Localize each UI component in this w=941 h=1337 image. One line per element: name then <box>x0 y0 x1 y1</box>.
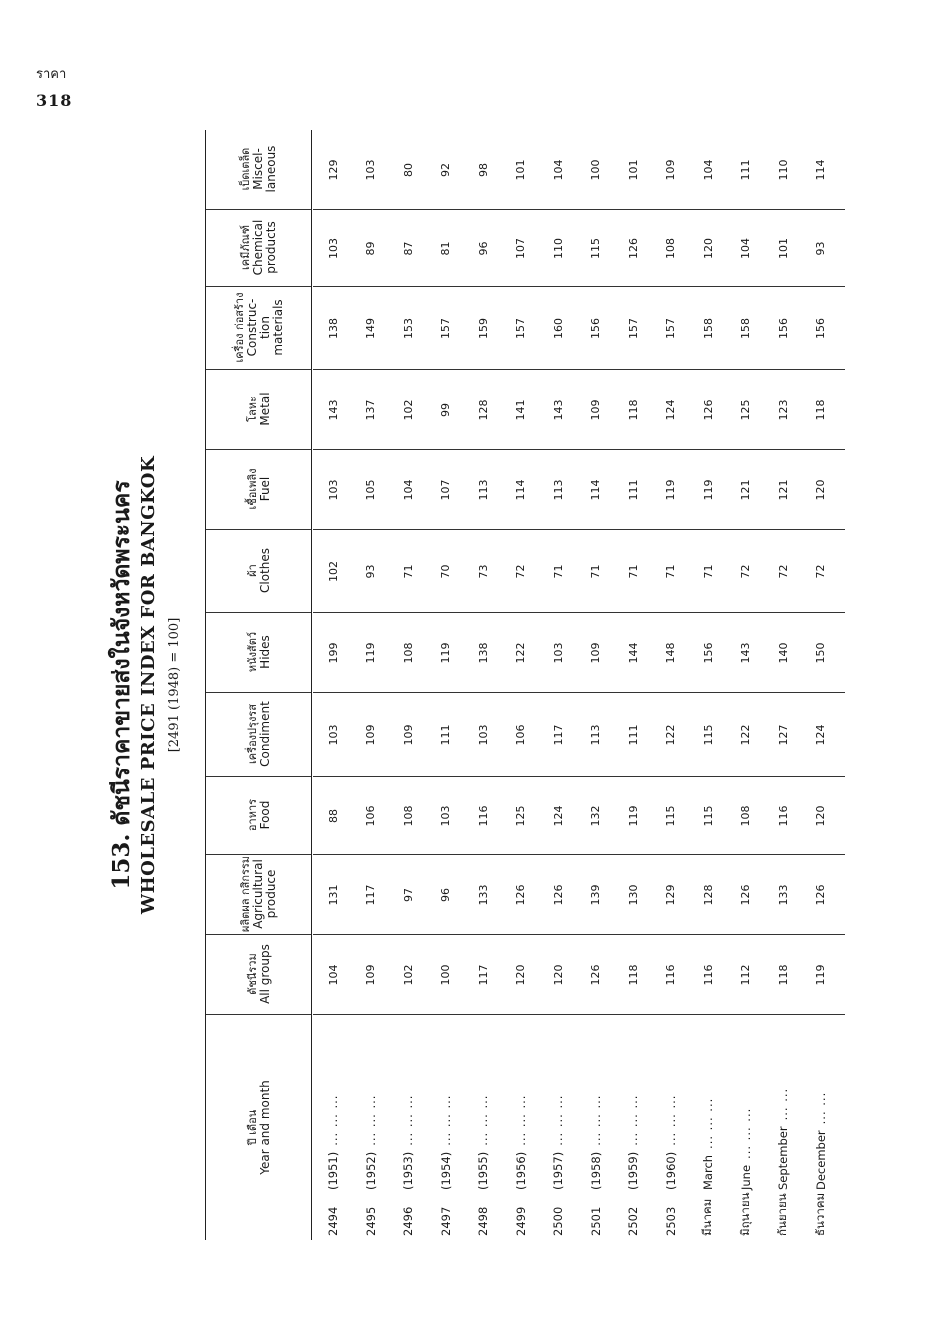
row-leader-dots: ... ... ... <box>626 1094 640 1146</box>
table-cell: 92 <box>439 163 452 177</box>
table-cell: 124 <box>551 805 565 827</box>
table-cell: 113 <box>589 724 602 746</box>
table-row <box>688 130 728 1240</box>
table-cell: 71 <box>589 564 602 579</box>
table-cell: 115 <box>664 805 677 827</box>
column-header <box>206 612 311 693</box>
table-row <box>388 130 428 1240</box>
table-cell: 156 <box>776 318 790 339</box>
table-title-thai: 153. ดัชนีราคาขายส่งในจังหวัดพระนคร <box>108 480 135 890</box>
row-label-thai: 2496 <box>401 1206 415 1236</box>
table-cell: 143 <box>326 399 340 421</box>
table-cell: 128 <box>701 884 715 906</box>
row-label-english: (1952)... ... ... <box>363 1094 378 1190</box>
table-cell: 103 <box>439 805 452 827</box>
row-label <box>576 1015 616 1240</box>
table-cell: 107 <box>439 479 452 501</box>
row-label <box>688 1015 728 1240</box>
table-cell: 126 <box>739 884 752 906</box>
table-cell: 156 <box>814 318 827 339</box>
table-cell: 115 <box>589 238 602 259</box>
table-title-english: WHOLESALE PRICE INDEX FOR BANGKOK <box>138 455 159 915</box>
table-cell: 104 <box>401 479 415 501</box>
table-cell: 102 <box>401 399 415 421</box>
table-cell: 108 <box>664 238 677 259</box>
table-cell: 125 <box>514 805 527 827</box>
row-label <box>613 1015 653 1240</box>
row-leader-dots: ... ... <box>776 1087 790 1121</box>
column-header-english: Condiment <box>257 701 272 767</box>
table-cell: 73 <box>476 564 490 579</box>
table-cell: 121 <box>739 479 752 501</box>
table-row <box>351 130 391 1240</box>
row-leader-dots: ... ... ... <box>701 1097 715 1149</box>
row-label-thai: 2502 <box>626 1206 640 1236</box>
table-cell: 119 <box>364 642 377 664</box>
row-label-english: March... ... ... <box>701 1097 715 1190</box>
table-cell: 93 <box>814 241 827 256</box>
table-cell: 128 <box>476 399 490 421</box>
table-cell: 113 <box>551 479 565 501</box>
column-header-english: Fuel <box>257 476 272 502</box>
table-cell: 119 <box>439 642 452 664</box>
column-header-thai: หนังสัตว์ <box>245 631 259 673</box>
table-cell: 111 <box>739 159 752 181</box>
column-header-thai: เครื่อง ก่อสร้าง <box>232 292 246 363</box>
table-cell: 116 <box>664 964 677 986</box>
column-divider <box>313 529 845 530</box>
table-cell: 109 <box>364 964 377 986</box>
table-cell: 124 <box>664 399 677 421</box>
row-leader-dots: ... ... ... <box>513 1094 528 1146</box>
table-cell: 109 <box>401 724 415 746</box>
table-cell: 122 <box>514 642 527 664</box>
column-header-thai: เคมีภัณฑ์ <box>239 225 252 270</box>
table-cell: 119 <box>664 479 677 501</box>
table-cell: 114 <box>589 479 602 501</box>
table-cell: 115 <box>701 805 715 827</box>
table-cell: 118 <box>776 964 790 986</box>
table-cell: 132 <box>589 805 602 827</box>
table-cell: 121 <box>776 479 790 501</box>
column-header-english: Food <box>257 800 272 830</box>
table-row <box>801 130 841 1240</box>
table-cell: 115 <box>701 724 715 746</box>
table-cell: 119 <box>701 479 715 501</box>
table-cell: 140 <box>776 642 790 664</box>
row-label-english: (1959)... ... ... <box>626 1094 640 1190</box>
rotated-table-page <box>105 130 845 1240</box>
table-cell: 157 <box>439 318 452 339</box>
column-header-thai: เครื่องปรุงรส <box>245 704 259 764</box>
table-cell: 96 <box>439 888 452 902</box>
table-cell: 104 <box>551 159 565 181</box>
table-cell: 103 <box>326 479 340 501</box>
table-cell: 103 <box>364 159 377 181</box>
table-cell: 144 <box>626 642 640 664</box>
table-cell: 129 <box>326 159 340 181</box>
column-header-thai: ผ้า <box>245 564 259 577</box>
table-cell: 105 <box>364 479 377 501</box>
row-label-english: (1955)... ... ... <box>476 1094 490 1190</box>
column-header-thai: เบ็ดเตล็ด <box>239 147 252 191</box>
table-cell: 127 <box>776 724 790 746</box>
table-cell: 137 <box>364 399 377 421</box>
table-cell: 80 <box>401 163 415 177</box>
table-cell: 104 <box>326 964 340 986</box>
table-row <box>726 130 766 1240</box>
row-label-thai: 2501 <box>588 1206 603 1236</box>
page-number: 318 <box>36 91 73 110</box>
table-cell: 138 <box>476 642 490 664</box>
table-cell: 158 <box>701 318 715 339</box>
row-label <box>538 1015 578 1240</box>
table-cell: 149 <box>364 318 377 339</box>
table-row <box>463 130 503 1240</box>
table-cell: 99 <box>439 403 452 417</box>
column-divider <box>313 692 845 693</box>
row-label-english: (1956)... ... ... <box>513 1094 528 1190</box>
row-leader-dots: ... ... ... <box>588 1094 603 1146</box>
row-leader-dots: ... ... ... <box>476 1094 490 1146</box>
table-cell: 138 <box>326 318 340 339</box>
column-header-english: Agricultural produce <box>251 859 278 929</box>
row-label-thai: 2497 <box>438 1206 453 1236</box>
column-header-english: All groups <box>257 944 272 1004</box>
row-label <box>801 1015 841 1240</box>
table-cell: 120 <box>701 238 715 259</box>
table-cell: 117 <box>364 884 377 906</box>
table-cell: 101 <box>514 159 527 181</box>
column-header <box>206 129 311 210</box>
row-label-english: (1958)... ... ... <box>588 1094 603 1190</box>
row-label-english: December... ... <box>813 1091 828 1190</box>
column-header <box>206 286 311 370</box>
table-row <box>426 130 466 1240</box>
column-header-thai: ผลิตผล กสิกรรม <box>239 855 252 933</box>
row-leader-dots: ... ... ... <box>326 1094 340 1146</box>
column-divider <box>313 286 845 287</box>
table-cell: 160 <box>551 318 565 339</box>
table-cell: 153 <box>401 318 415 339</box>
row-label <box>501 1015 541 1240</box>
table-cell: 118 <box>626 964 640 986</box>
row-leader-dots: ... ... ... <box>363 1094 378 1146</box>
table-cell: 111 <box>626 479 640 501</box>
column-header <box>206 449 311 530</box>
table-cell: 97 <box>401 888 415 902</box>
row-label <box>463 1015 503 1240</box>
column-divider <box>313 369 845 370</box>
table-cell: 117 <box>551 724 565 746</box>
column-header <box>206 854 311 935</box>
table-cell: 158 <box>739 318 752 339</box>
table-cell: 107 <box>514 238 527 259</box>
column-header <box>206 776 311 855</box>
table-cell: 157 <box>626 318 640 339</box>
table-cell: 108 <box>401 805 415 827</box>
table-cell: 103 <box>326 238 340 259</box>
column-header-english: Clothes <box>257 548 272 593</box>
table-cell: 156 <box>701 642 715 664</box>
table-cell: 93 <box>364 564 377 579</box>
table-cell: 119 <box>626 805 640 827</box>
table-header-row <box>206 130 312 1240</box>
row-leader-dots: ... ... ... <box>663 1094 678 1146</box>
table-cell: 106 <box>514 724 527 746</box>
row-label-thai: กันยายน <box>775 1193 789 1236</box>
column-header <box>206 1015 311 1240</box>
table-cell: 130 <box>626 884 640 906</box>
table-cell: 120 <box>551 964 565 986</box>
column-divider <box>313 449 845 450</box>
table-cell: 108 <box>401 642 415 664</box>
table-cell: 157 <box>664 318 677 339</box>
table-row <box>613 130 653 1240</box>
column-header-english: Chemical products <box>251 219 278 276</box>
table-cell: 120 <box>814 479 827 501</box>
table-cell: 123 <box>776 399 790 421</box>
table-cell: 126 <box>551 884 565 906</box>
row-label-thai: 2495 <box>363 1206 378 1236</box>
table-cell: 199 <box>326 642 340 664</box>
table-cell: 125 <box>739 399 752 421</box>
table-cell: 101 <box>776 238 790 259</box>
row-label-thai: มิถุนายน <box>737 1192 752 1236</box>
column-divider <box>313 776 845 777</box>
column-header-thai: ดัชนีรวม <box>245 953 259 995</box>
column-header <box>206 209 311 287</box>
column-header-thai: ปี เดือน <box>245 1109 259 1146</box>
table-cell: 122 <box>664 724 677 746</box>
table-cell: 159 <box>476 318 490 339</box>
table-cell: 122 <box>739 724 752 746</box>
column-header-thai: โลหะ <box>245 396 259 422</box>
column-divider <box>313 612 845 613</box>
row-label-thai: 2498 <box>476 1206 490 1236</box>
row-label-english: (1957)... ... ... <box>551 1094 565 1190</box>
table-cell: 111 <box>439 724 452 746</box>
table-cell: 150 <box>814 642 827 664</box>
table-cell: 131 <box>326 884 340 906</box>
table-cell: 126 <box>626 238 640 259</box>
table-cell: 106 <box>364 805 377 827</box>
table-cell: 114 <box>814 159 827 181</box>
row-label-english: (1951)... ... ... <box>326 1094 340 1190</box>
table-cell: 143 <box>551 399 565 421</box>
table-cell: 129 <box>664 884 677 906</box>
table-cell: 109 <box>589 642 602 664</box>
column-header-english: Metal <box>257 392 272 426</box>
row-label-english: September... ... <box>776 1087 790 1190</box>
table-cell: 126 <box>589 964 602 986</box>
table-cell: 104 <box>701 159 715 181</box>
table-cell: 102 <box>401 964 415 986</box>
row-label <box>651 1015 691 1240</box>
table-cell: 108 <box>739 805 752 827</box>
table-cell: 114 <box>514 479 527 501</box>
table-cell: 96 <box>476 241 490 256</box>
table-cell: 111 <box>626 724 640 746</box>
table-cell: 112 <box>739 964 752 986</box>
column-divider <box>313 209 845 210</box>
table-cell: 102 <box>326 561 340 582</box>
table-cell: 103 <box>326 724 340 746</box>
table-cell: 100 <box>589 159 602 181</box>
table-cell: 71 <box>664 564 677 579</box>
table-cell: 143 <box>739 642 752 664</box>
table-cell: 117 <box>476 964 490 986</box>
table-cell: 72 <box>814 564 827 579</box>
table-cell: 72 <box>739 564 752 579</box>
row-label-thai: 2503 <box>663 1206 678 1236</box>
row-leader-dots: ... ... ... <box>738 1107 753 1159</box>
table-cell: 103 <box>476 724 490 746</box>
row-label <box>313 1015 353 1240</box>
table-cell: 101 <box>626 159 640 181</box>
row-label-thai: 2494 <box>326 1206 340 1236</box>
column-divider <box>313 854 845 855</box>
table-row <box>763 130 803 1240</box>
table-cell: 70 <box>439 564 452 579</box>
table-cell: 71 <box>551 564 565 579</box>
row-label <box>388 1015 428 1240</box>
table-cell: 126 <box>701 399 715 421</box>
row-leader-dots: ... ... <box>813 1091 828 1125</box>
column-header-thai: เชื้อเพลิง <box>245 468 259 510</box>
table-cell: 109 <box>364 724 377 746</box>
table-cell: 71 <box>701 564 715 579</box>
table-cell: 72 <box>514 564 527 579</box>
table-cell: 119 <box>814 964 827 986</box>
column-header <box>206 369 311 450</box>
row-label-thai: 2500 <box>551 1206 565 1236</box>
row-label-thai: มีนาคม <box>700 1198 714 1236</box>
row-label-thai: 2499 <box>513 1206 528 1236</box>
table-cell: 157 <box>514 318 527 339</box>
table-cell: 133 <box>476 884 490 906</box>
row-label <box>426 1015 466 1240</box>
row-leader-dots: ... ... ... <box>551 1094 565 1146</box>
row-leader-dots: ... ... ... <box>401 1094 415 1146</box>
table-cell: 141 <box>514 399 527 421</box>
table-cell: 156 <box>589 318 602 339</box>
column-header-english: Construc- tion materials <box>244 298 285 357</box>
column-divider <box>313 1014 845 1015</box>
column-header-english: Hides <box>257 635 272 669</box>
table-cell: 118 <box>626 399 640 421</box>
row-label-english: (1954)... ... ... <box>438 1094 453 1190</box>
column-header <box>206 529 311 613</box>
column-header-english: Miscel- laneous <box>251 145 278 193</box>
table-cell: 81 <box>439 241 452 256</box>
row-label-english: June... ... ... <box>738 1107 753 1190</box>
row-label-english: (1960)... ... ... <box>663 1094 678 1190</box>
table-cell: 109 <box>589 399 602 421</box>
table-cell: 124 <box>814 724 827 746</box>
table-cell: 116 <box>476 805 490 827</box>
table-cell: 139 <box>589 884 602 906</box>
table-cell: 133 <box>776 884 790 906</box>
table-cell: 87 <box>401 241 415 256</box>
row-label <box>763 1015 803 1240</box>
table-cell: 98 <box>476 163 490 177</box>
table-cell: 110 <box>551 238 565 259</box>
table-base-year: [2491 (1948) = 100] <box>167 617 182 753</box>
table-row <box>313 130 353 1240</box>
table-row <box>651 130 691 1240</box>
table-row <box>501 130 541 1240</box>
table-cell: 109 <box>664 159 677 181</box>
column-header <box>206 934 311 1015</box>
table-cell: 148 <box>664 642 677 664</box>
column-divider <box>313 934 845 935</box>
table-cell: 100 <box>439 964 452 986</box>
row-label <box>726 1015 766 1240</box>
table-cell: 88 <box>326 809 340 823</box>
table-cell: 116 <box>701 964 715 986</box>
row-label-thai: ธันวาคม <box>812 1192 827 1236</box>
table-row <box>538 130 578 1240</box>
table-cell: 116 <box>776 805 790 827</box>
section-label: ราคา <box>36 67 67 82</box>
table-cell: 71 <box>401 564 415 579</box>
table-cell: 126 <box>814 884 827 906</box>
table-cell: 113 <box>476 479 490 501</box>
table-cell: 89 <box>364 241 377 256</box>
title-block <box>105 130 215 1240</box>
column-header-thai: อาหาร <box>245 798 259 832</box>
table-row <box>576 130 616 1240</box>
table-cell: 72 <box>776 564 790 579</box>
table-cell: 120 <box>514 964 527 986</box>
table-cell: 110 <box>776 159 790 181</box>
row-label-english: (1953)... ... ... <box>401 1094 415 1190</box>
row-leader-dots: ... ... ... <box>438 1094 453 1146</box>
price-index-table <box>205 130 845 1240</box>
table-cell: 103 <box>551 642 565 664</box>
table-cell: 71 <box>626 564 640 579</box>
row-label <box>351 1015 391 1240</box>
table-cell: 126 <box>514 884 527 906</box>
column-header-english: Year and month <box>257 1080 272 1175</box>
table-cell: 120 <box>814 805 827 827</box>
table-cell: 118 <box>814 399 827 421</box>
page-corner <box>36 66 72 112</box>
column-header <box>206 692 311 777</box>
table-cell: 104 <box>739 238 752 259</box>
